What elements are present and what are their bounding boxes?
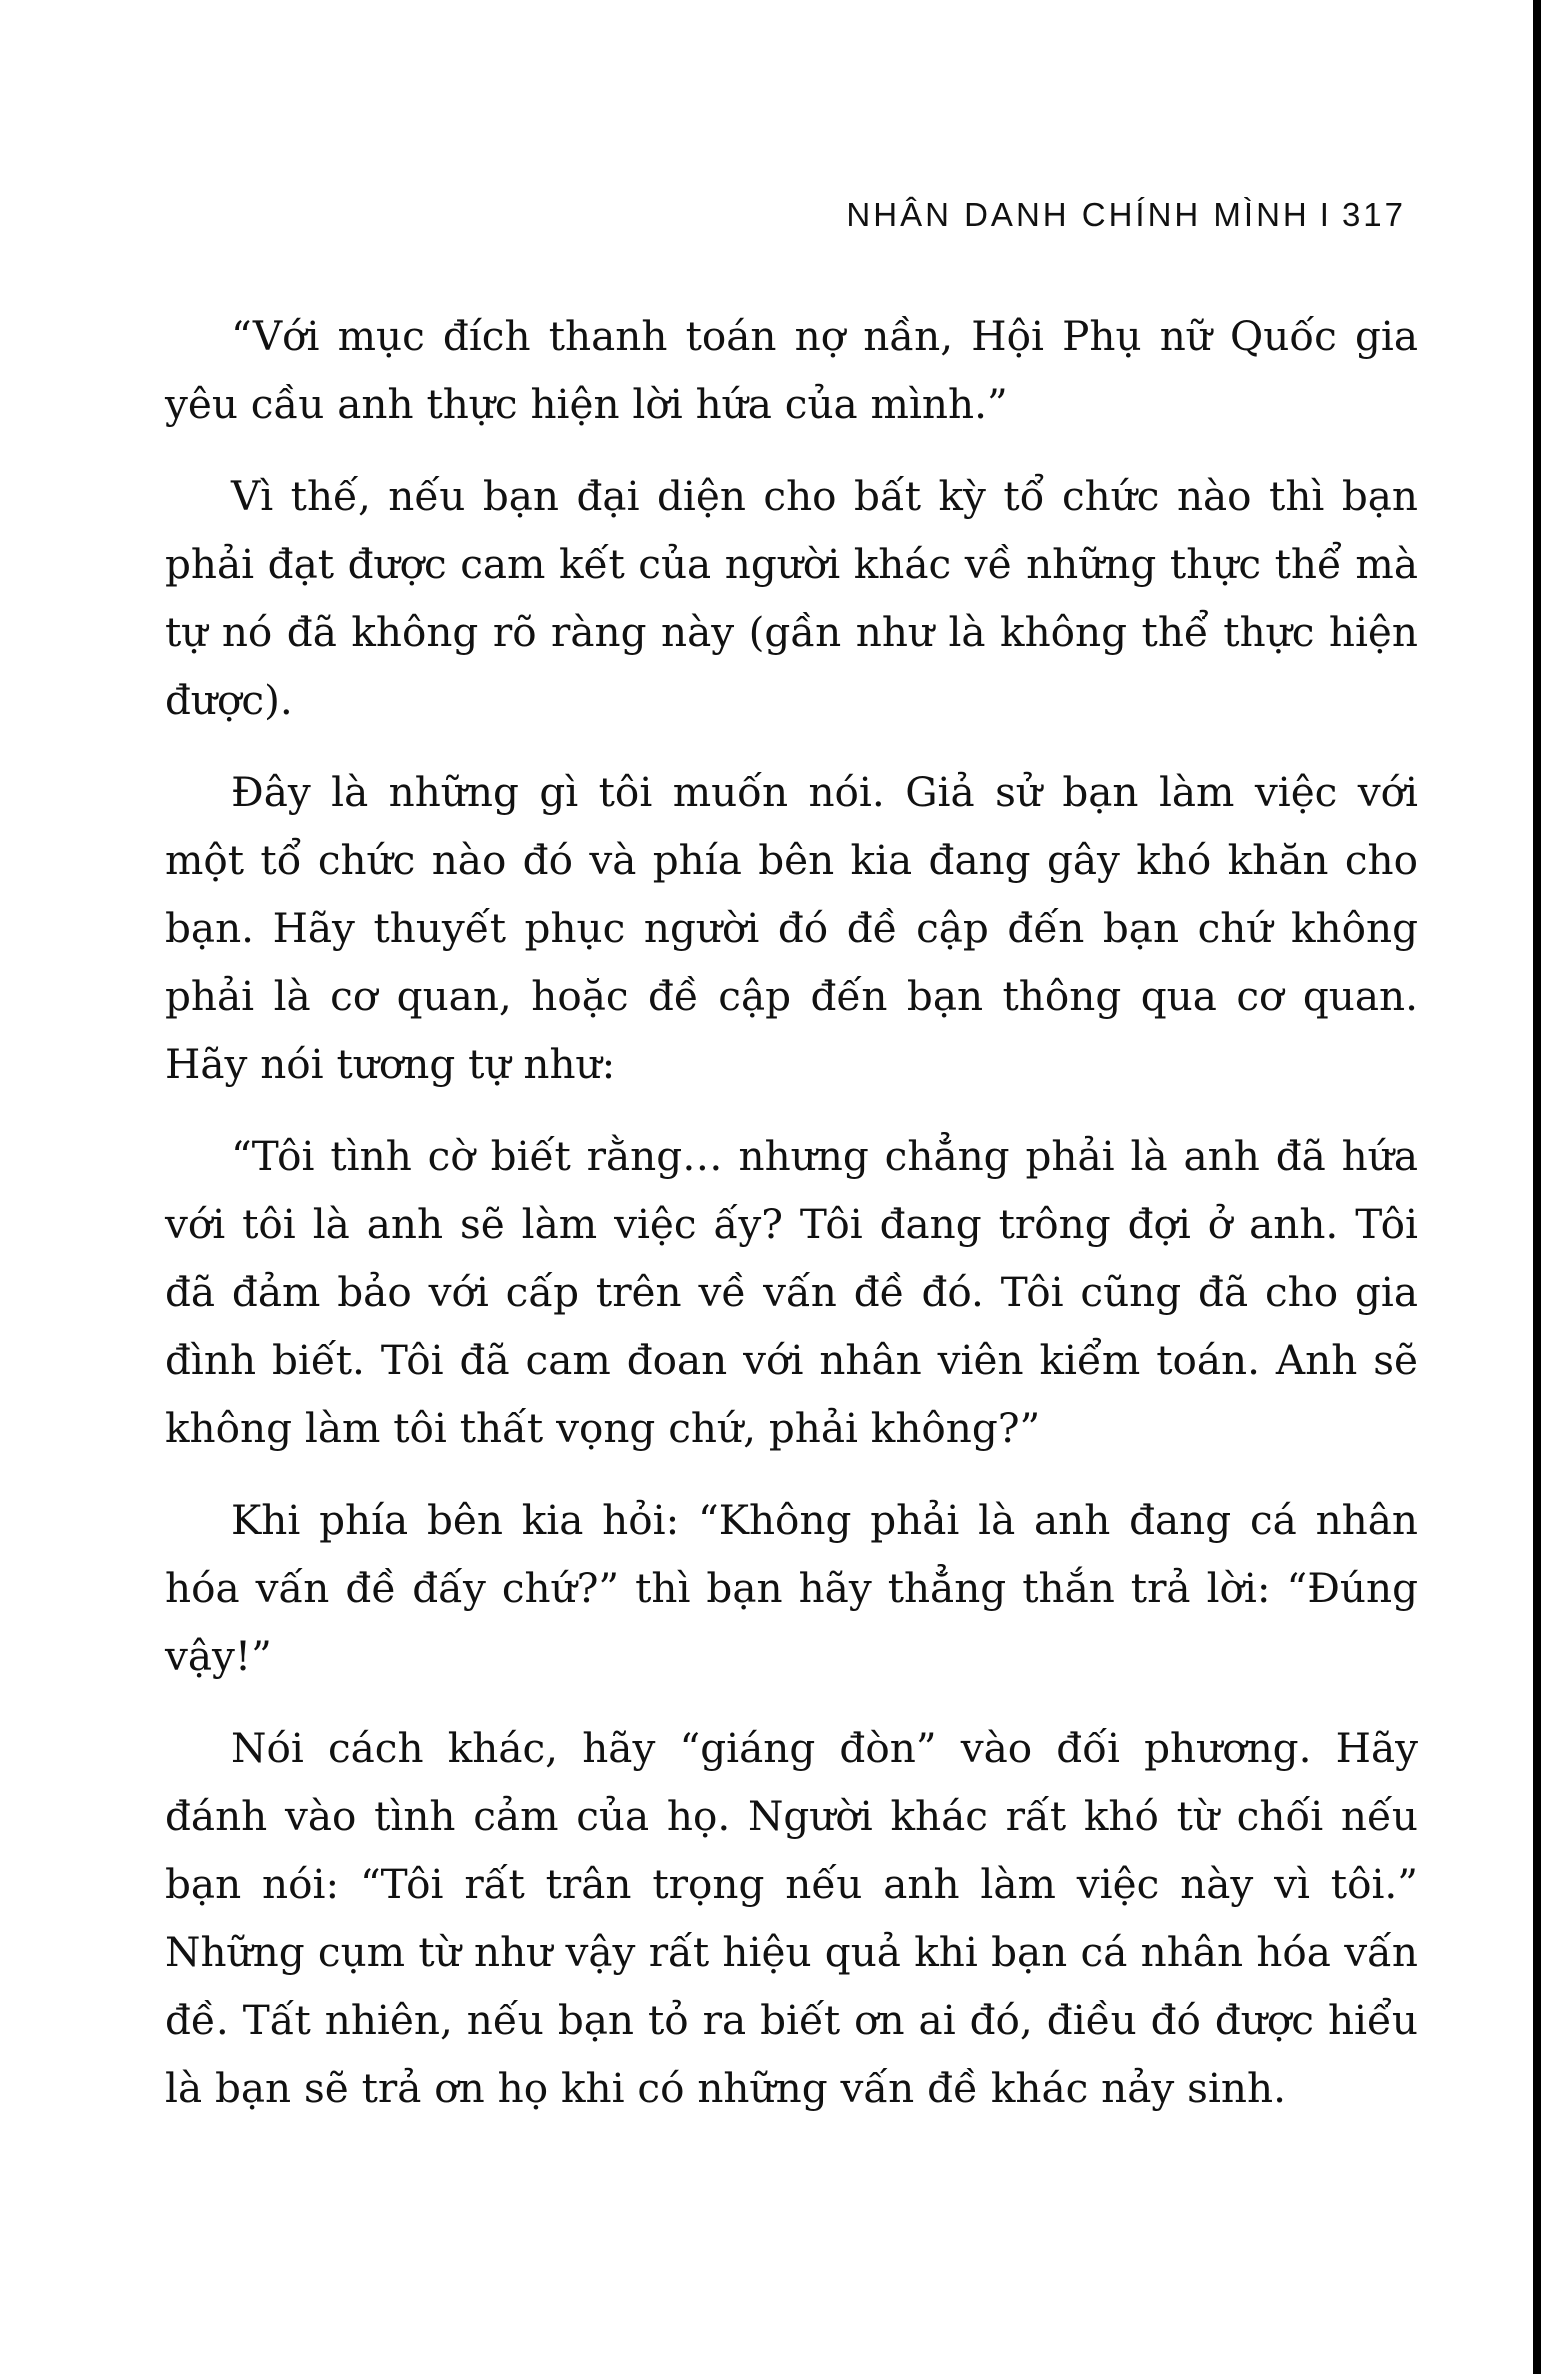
paragraph-2: Vì thế, nếu bạn đại diện cho bất kỳ tổ chức nào thì bạn phải đạt được cam kết của người khác về những thực thể mà tự nó đã không rõ ràng này (gần như là không thể thực hiện được). [165,472,1418,724]
paragraph-3: Đây là những gì tôi muốn nói. Giả sử bạn làm việc với một tổ chức nào đó và phía bên kia đang gây khó khăn cho bạn. Hãy thuyết phục người đó đề cập đến bạn chứ không phải là cơ quan, hoặc đề cập đến bạn thông qua cơ quan. Hãy nói tương tự như: [165,768,1418,1088]
paragraph-5: Khi phía bên kia hỏi: “Không phải là anh đang cá nhân hóa vấn đề đấy chứ?” thì bạn hãy thẳng thắn trả lời: “Đúng vậy!” [165,1496,1418,1680]
book-title: NHÂN DANH CHÍNH MÌNH [846,196,1310,233]
paragraph-6: Nói cách khác, hãy “giáng đòn” vào đối phương. Hãy đánh vào tình cảm của họ. Người khác rất khó từ chối nếu bạn nói: “Tôi rất trân trọng nếu anh làm việc này vì tôi.” Những cụm từ như vậy rất hiệu quả khi bạn cá nhân hóa vấn đề. Tất nhiên, nếu bạn tỏ ra biết ơn ai đó, điều đó được hiểu là bạn sẽ trả ơn họ khi có những vấn đề khác nảy sinh. [165,1724,1418,2112]
paragraph-4-quote: “Tôi tình cờ biết rằng… nhưng chẳng phải là anh đã hứa với tôi là anh sẽ làm việc ấy? Tôi đang trông đợi ở anh. Tôi đã đảm bảo với cấp trên về vấn đề đó. Tôi cũng đã cho gia đình biết. Tôi đã cam đoan với nhân viên kiểm toán. Anh sẽ không làm tôi thất vọng chứ, phải không?” [165,1132,1418,1452]
page-number: 317 [1341,196,1406,233]
paragraph-1: “Với mục đích thanh toán nợ nần, Hội Phụ nữ Quốc gia yêu cầu anh thực hiện lời hứa của mình.” [165,312,1418,428]
page-edge-border [1533,0,1541,2374]
running-header [846,196,1406,234]
page-body [165,302,1418,2146]
header-separator: I [1319,196,1332,233]
